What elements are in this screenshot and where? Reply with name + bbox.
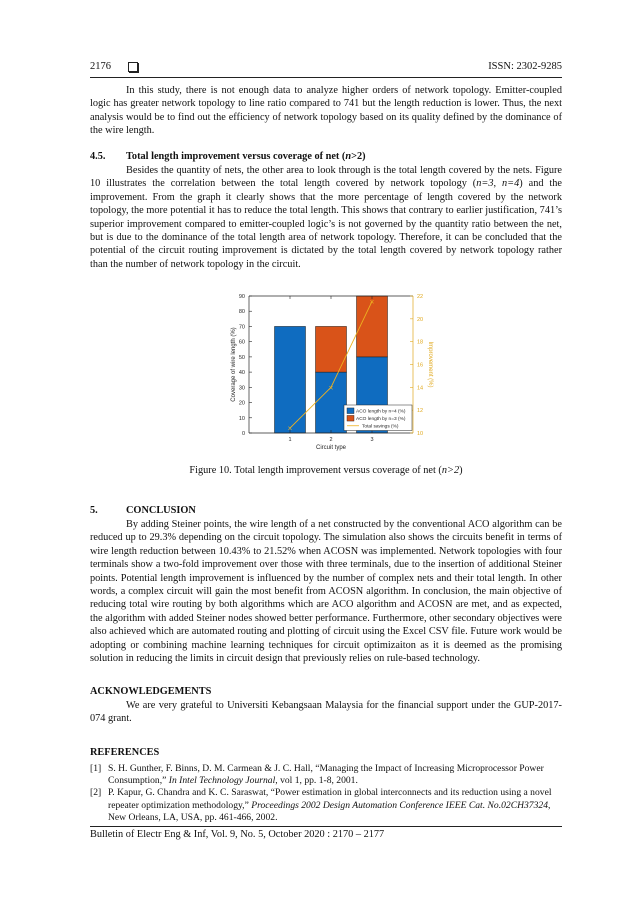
issn: ISSN: 2302-9285 bbox=[488, 61, 562, 72]
x-tick-label: 1 bbox=[288, 437, 292, 443]
total-savings-marker: × bbox=[369, 297, 375, 307]
footer-rule bbox=[90, 826, 562, 827]
legend-swatch bbox=[347, 408, 354, 414]
y2-tick-label: 18 bbox=[417, 339, 424, 346]
reference-number: [1] bbox=[90, 763, 102, 774]
section-45-title-prefix: Total length improvement versus coverage of net ( bbox=[126, 151, 346, 162]
legend-label: ACO length by n=4 (%) bbox=[356, 409, 406, 415]
y-axis-label: Coverage of wire length (%) bbox=[231, 327, 237, 402]
section-45-para-b: ) and the improvement. From the graph it clearly shows that the more percentage of length covered by the network topology, the more potential it has to reduce the total length. This shows that contrary to earlier justification, 741’s superior improvement compared to emitter-coupled logic’s is not governed by the quantity ratio between the net, but is due to the dominance of the total length area of network topology. Therefore, it can be concluded that the potential of the circuit routing improvement is dictated by the total length covered by network topology rather than the number of network topology in the circuit. bbox=[90, 178, 562, 270]
y-tick-label: 10 bbox=[238, 415, 245, 422]
legend-label: Total savings (%) bbox=[362, 424, 399, 430]
y2-tick-label: 14 bbox=[417, 385, 424, 392]
caption-suffix: ) bbox=[459, 465, 463, 476]
section-5-heading bbox=[90, 505, 196, 516]
y-tick-label: 80 bbox=[238, 309, 245, 316]
x-axis-label: Circuit type bbox=[315, 445, 347, 451]
conclusion-paragraph: By adding Steiner points, the wire length of a net constructed by the conventional ACO algorithm can be reduced up to 29.3% depending on the circuit topology. The simulation also shows the circuits benefit in terms of wire length reduction between 10.43% to 21.52% when ACOSN was implemented. Network topologies with four terminals show a two-fold improvement over those with three terminals, due to the insertion of additional Steiner points. Potential length improvement is influenced by the number of complex nets and their total length. In other words, a complex circuit will gain the most benefit from ACOSN algorithm. In conclusion, the main objective of reducing total wire routing by both algorithms which are ACO algorithm and ACOSN are met, and as expected, the algorithm with added Steiner nodes showed better performance. Furthermore, other secondary objectives were also achieved which are automated routing and plotting of circuit using the Excel CSV file. Future work would be adopting or combining machine learning techniques for circuit optimizaiton as it is deemed as the promising solution in reducing the limits in circuit design that previously relies on rule-based technology. bbox=[90, 519, 562, 665]
section-45-title-suffix: >2) bbox=[351, 151, 366, 162]
page-number: 2176 bbox=[90, 61, 111, 72]
y2-tick-label: 10 bbox=[417, 431, 424, 437]
legend-swatch bbox=[347, 415, 354, 421]
reference-text-end: , New Orleans, LA, USA, pp. 461-466, 2002. bbox=[108, 799, 551, 823]
intro-paragraph: In this study, there is not enough data to analyze higher orders of network topology. Emitter-coupled logic has greater network topology to line ratio compared to 741 but the length reduction is lower. Thus, the next analysis would be to find out the efficiency of network topology based on its quality defined by the dominance of the wire length. bbox=[90, 85, 562, 137]
section-5-title: CONCLUSION bbox=[126, 505, 196, 516]
acknowledgements-paragraph: We are very grateful to Universiti Kebangsaan Malaysia for the financial support under the GUP-2017-074 grant. bbox=[90, 700, 562, 725]
y-tick-label: 60 bbox=[238, 339, 245, 346]
y-tick-label: 90 bbox=[238, 294, 245, 300]
reference-text-end: , vol 1, pp. 1-8, 2001. bbox=[275, 775, 358, 787]
reference-text: P. Kapur, G. Chandra and K. C. Saraswat, “Power estimation in global interconnects and its reduction using a novel repeater optimization methodology,” bbox=[108, 787, 552, 811]
bar-series-1 bbox=[316, 372, 347, 433]
y2-tick-label: 16 bbox=[417, 362, 424, 369]
reference-venue: Proceedings 2002 Design Automation Conference IEEE Cat. No.02CH37324 bbox=[251, 799, 548, 811]
footer-text: Bulletin of Electr Eng & Inf, Vol. 9, No. 5, October 2020 : 2170 – 2177 bbox=[90, 829, 385, 840]
y2-tick-label: 12 bbox=[417, 408, 424, 415]
y-tick-label: 50 bbox=[238, 354, 245, 361]
references-heading: REFERENCES bbox=[90, 747, 160, 758]
figure-10-caption bbox=[90, 465, 562, 476]
y-tick-label: 0 bbox=[241, 431, 245, 437]
y2-tick-label: 22 bbox=[417, 294, 424, 300]
y-tick-label: 40 bbox=[238, 370, 245, 377]
section-45-n3: n=3 bbox=[476, 178, 494, 190]
caption-prefix: Figure 10. Total length improvement versus coverage of net ( bbox=[189, 465, 442, 476]
legend-label: ACO length by n=3 (%) bbox=[356, 417, 406, 423]
acknowledgements-heading: ACKNOWLEDGEMENTS bbox=[90, 686, 212, 697]
section-45-number: 4.5. bbox=[90, 151, 106, 162]
section-45-n4: n=4 bbox=[502, 178, 520, 190]
x-tick-label: 2 bbox=[329, 437, 333, 443]
reference-item bbox=[90, 763, 562, 787]
section-45-para-a: Besides the quantity of nets, the other area to look through is the total length covered by the nets. Figure 10 illustrates the correlation between the total length covered by network topology ( bbox=[90, 165, 562, 190]
y-tick-label: 20 bbox=[238, 400, 245, 407]
x-tick-label: 3 bbox=[370, 437, 374, 443]
reference-item bbox=[90, 787, 562, 824]
y-tick-label: 70 bbox=[238, 324, 245, 331]
reference-text: S. H. Gunther, F. Binns, D. M. Carmean & J. C. Hall, “Managing the Impact of Increasing Microprocessor Power Consumption,” bbox=[108, 763, 544, 787]
y2-tick-label: 20 bbox=[417, 316, 424, 323]
section-45-title-var: n bbox=[345, 151, 352, 162]
reference-venue: In Intel Technology Journal bbox=[168, 775, 276, 787]
caption-var: n>2 bbox=[441, 465, 460, 476]
reference-number: [2] bbox=[90, 787, 102, 799]
y2-axis-label: Improvement (%) bbox=[427, 341, 433, 388]
section-5-number: 5. bbox=[90, 505, 98, 516]
references-list bbox=[90, 763, 562, 824]
section-45-sep: , bbox=[493, 178, 503, 190]
y-tick-label: 30 bbox=[238, 385, 245, 392]
total-savings-marker: × bbox=[328, 383, 334, 393]
total-savings-marker: × bbox=[287, 424, 293, 434]
